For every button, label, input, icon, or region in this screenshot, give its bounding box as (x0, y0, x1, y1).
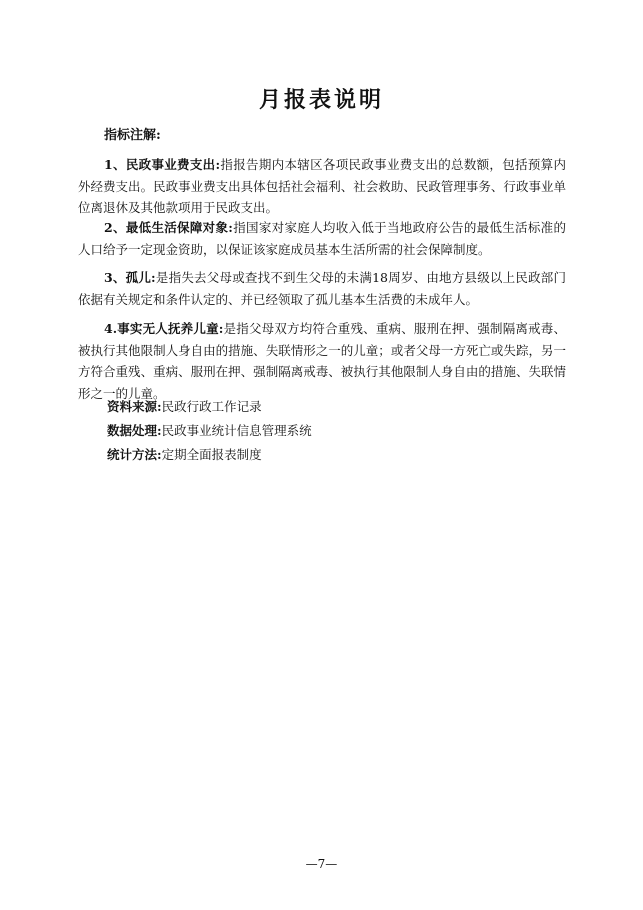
data-source-value: 民政行政工作记录 (161, 399, 262, 414)
data-source-line (107, 398, 262, 416)
statistical-method-value: 定期全面报表制度 (161, 447, 262, 462)
page-number: —7— (305, 857, 338, 871)
definition-paragraph (78, 267, 566, 310)
definition-paragraph (78, 217, 566, 260)
data-processing-line (107, 422, 312, 440)
page-title: 月报表说明 (258, 87, 384, 113)
data-source-label: 资料来源: (107, 399, 162, 414)
definition-term: 2、最低生活保障对象: (104, 220, 233, 235)
definition-text: 是指失去父母或查找不到生父母的未满18周岁、由地方县级以上民政部门依据有关规定和条件认定的、并已经领取了孤儿基本生活费的未成年人。 (78, 270, 566, 307)
definition-paragraph (78, 154, 566, 219)
statistical-method-label: 统计方法: (107, 447, 162, 462)
definition-paragraph (78, 318, 566, 404)
definition-text: 指国家对家庭人均收入低于当地政府公告的最低生活标准的人口给予一定现金资助，以保证该家庭成员基本生活所需的社会保障制度。 (78, 220, 566, 257)
data-processing-label: 数据处理: (107, 423, 162, 438)
definition-term: 1、民政事业费支出: (104, 157, 221, 172)
statistical-method-line (107, 446, 262, 464)
definition-term: 3、孤儿: (104, 270, 156, 285)
definition-text: 是指父母双方均符合重残、重病、服刑在押、强制隔离戒毒、被执行其他限制人身自由的措施、失联情形之一的儿童；或者父母一方死亡或失踪，另一方符合重残、重病、服刑在押、强制隔离戒毒、被执行其他限制人身自由的措施、失联情形之一的儿童。 (78, 321, 566, 401)
definition-term: 4.事实无人抚养儿童: (104, 321, 224, 336)
definition-text: 指报告期内本辖区各项民政事业费支出的总数额，包括预算内外经费支出。民政事业费支出具体包括社会福利、社会救助、民政管理事务、行政事业单位离退休及其他款项用于民政支出。 (78, 157, 566, 215)
data-processing-value: 民政事业统计信息管理系统 (161, 423, 312, 438)
section-label: 指标注解: (104, 128, 161, 143)
